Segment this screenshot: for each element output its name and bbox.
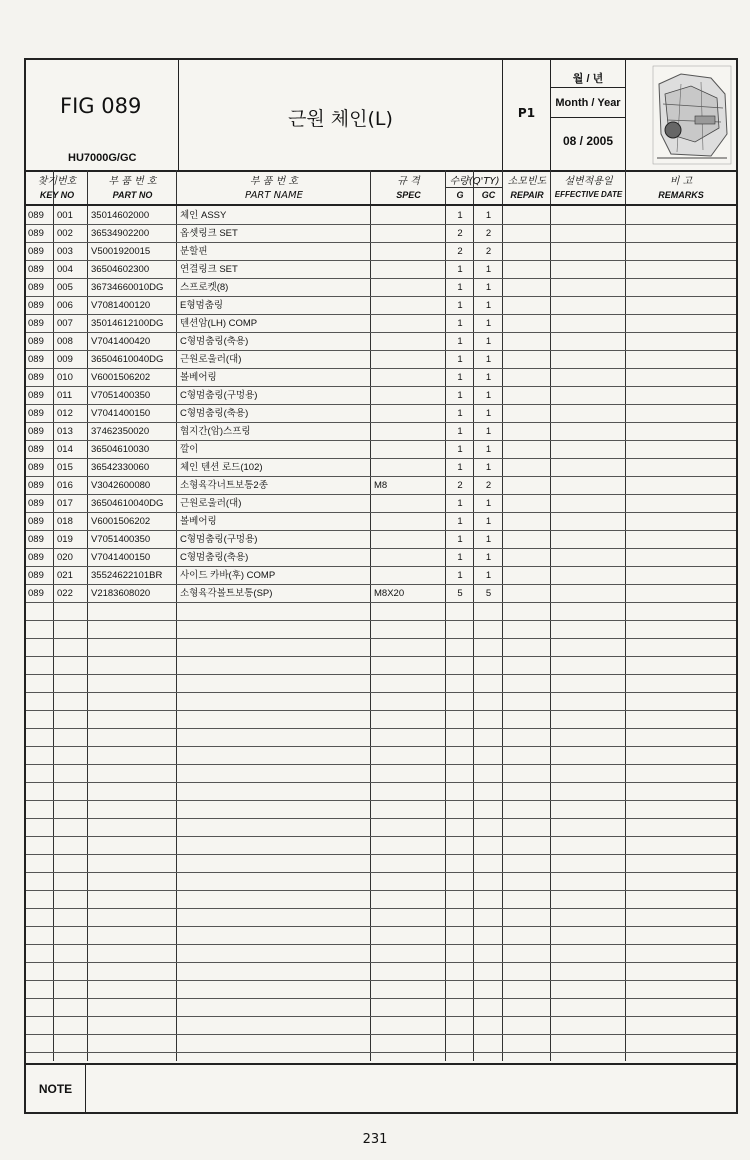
model-name: HU7000G/GC <box>68 152 137 164</box>
table-row <box>26 909 736 927</box>
cell-key: 012 <box>57 408 73 419</box>
key-no-header: KEY NO <box>39 190 75 200</box>
cell-part-no: 36542330060 <box>91 462 150 473</box>
repair-kr-header: 소모빈도 <box>507 176 547 187</box>
page-code: P1 <box>517 106 536 120</box>
cell-gc: 1 <box>485 462 492 473</box>
cell-fig: 089 <box>28 408 44 419</box>
qty-gc-header: GC <box>481 190 496 200</box>
cell-part-no: 36734660010DG <box>91 282 164 293</box>
cell-gc: 1 <box>485 408 492 419</box>
cell-name: 소형육각볼트보통(SP) <box>180 588 273 599</box>
cell-fig: 089 <box>28 300 44 311</box>
cell-key: 011 <box>57 390 73 401</box>
cell-gc: 1 <box>485 444 492 455</box>
fig-box <box>26 60 179 170</box>
cell-spec <box>374 315 444 332</box>
cell-name: C형멈춤링(축용) <box>180 336 249 347</box>
cell-key: 014 <box>57 444 73 455</box>
table-row <box>26 1035 736 1053</box>
cell-key: 021 <box>57 570 73 581</box>
cell-spec <box>374 423 444 440</box>
cell-fig: 089 <box>28 318 44 329</box>
effective-date-header: EFFECTIVE DATE <box>554 190 623 199</box>
spec-kr-header: 규 격 <box>397 176 420 187</box>
cell-name: 텐션암(LH) COMP <box>180 318 258 329</box>
cell-name: 스프로켓(8) <box>180 282 229 293</box>
cell-gc: 2 <box>485 228 492 239</box>
cell-gc: 1 <box>485 498 492 509</box>
cell-key: 022 <box>57 588 73 599</box>
cell-key: 016 <box>57 480 73 491</box>
page-title: 근원 체인(L) <box>288 108 393 130</box>
table-row <box>26 549 736 567</box>
table-row <box>26 459 736 477</box>
part-no-kr-header: 부 품 번 호 <box>108 176 157 187</box>
table-row <box>26 765 736 783</box>
cell-fig: 089 <box>28 498 44 509</box>
cell-fig: 089 <box>28 552 44 563</box>
cell-part-no: 36534902200 <box>91 228 150 239</box>
cell-part-no: V7041400420 <box>91 336 151 347</box>
cell-spec <box>374 531 444 548</box>
cell-fig: 089 <box>28 588 44 599</box>
cell-fig: 089 <box>28 282 44 293</box>
remarks-header: REMARKS <box>658 190 704 200</box>
cell-name: 사이드 카바(후) COMP <box>180 570 276 581</box>
table-row <box>26 315 736 333</box>
qty-kr-header: 수량(Q'TY) <box>449 176 500 187</box>
table-row <box>26 585 736 603</box>
cell-gc: 1 <box>485 570 492 581</box>
cell-spec <box>374 261 444 278</box>
table-row <box>26 675 736 693</box>
cell-spec <box>374 207 444 224</box>
cell-g: 5 <box>457 588 463 599</box>
cell-gc: 1 <box>485 318 492 329</box>
cell-gc: 1 <box>485 210 492 221</box>
cell-g: 1 <box>457 570 463 581</box>
cell-g: 1 <box>457 552 463 563</box>
qty-g-header: G <box>456 190 464 200</box>
note-label: NOTE <box>26 1065 86 1114</box>
cell-g: 1 <box>457 282 463 293</box>
title-box <box>179 60 503 170</box>
cell-spec <box>374 513 444 530</box>
key-no-kr-header: 찾기번호 <box>37 176 77 187</box>
cell-spec <box>374 387 444 404</box>
cell-part-no: V7081400120 <box>91 300 151 311</box>
table-row <box>26 801 736 819</box>
issue-date: 08 / 2005 <box>562 134 614 148</box>
cell-g: 2 <box>457 246 463 257</box>
cell-spec <box>374 243 444 260</box>
cell-gc: 1 <box>485 534 492 545</box>
cell-g: 1 <box>457 426 463 437</box>
cell-fig: 089 <box>28 246 44 257</box>
cell-part-no: 36504610040DG <box>91 498 164 509</box>
cell-g: 1 <box>457 390 463 401</box>
cell-g: 1 <box>457 318 463 329</box>
cell-spec <box>374 279 444 296</box>
cell-spec: M8X20 <box>374 588 405 599</box>
cell-name: 깔이 <box>180 444 199 455</box>
table-row <box>26 855 736 873</box>
cell-part-no: V6001506202 <box>91 372 151 383</box>
cell-part-no: V7041400150 <box>91 408 151 419</box>
cell-key: 020 <box>57 552 73 563</box>
cell-part-no: 36504610030 <box>91 444 150 455</box>
cell-name: 체인 텐션 로드(102) <box>180 462 263 473</box>
table-row <box>26 279 736 297</box>
table-row <box>26 387 736 405</box>
part-name-kr-header: 부 품 번 호 <box>249 176 299 187</box>
cell-gc: 1 <box>485 552 492 563</box>
cell-key: 003 <box>57 246 73 257</box>
table-row <box>26 369 736 387</box>
cell-part-no: V7051400350 <box>91 390 151 401</box>
cell-spec <box>374 567 444 584</box>
cell-gc: 5 <box>485 588 492 599</box>
cell-spec <box>374 369 444 386</box>
cell-fig: 089 <box>28 228 44 239</box>
table-row <box>26 819 736 837</box>
cell-name: 분할핀 <box>180 246 208 257</box>
table-row <box>26 621 736 639</box>
cell-gc: 2 <box>485 480 492 491</box>
table-row <box>26 927 736 945</box>
fig-number: FIG 089 <box>60 94 142 118</box>
cell-part-no: 37462350020 <box>91 426 150 437</box>
cell-fig: 089 <box>28 534 44 545</box>
cell-fig: 089 <box>28 570 44 581</box>
parts-sheet <box>24 58 738 1114</box>
cell-part-no: V3042600080 <box>91 480 151 491</box>
table-row <box>26 495 736 513</box>
table-row <box>26 873 736 891</box>
cell-key: 019 <box>57 534 73 545</box>
cell-name: 볼베어링 <box>180 372 217 383</box>
table-row <box>26 1017 736 1035</box>
cell-spec <box>374 441 444 458</box>
cell-gc: 1 <box>485 264 492 275</box>
cell-g: 2 <box>457 480 463 491</box>
cell-name: C형멈춤링(구멍용) <box>180 534 258 545</box>
cell-key: 013 <box>57 426 73 437</box>
cell-key: 010 <box>57 372 73 383</box>
cell-g: 1 <box>457 210 463 221</box>
table-row <box>26 693 736 711</box>
table-row <box>26 567 736 585</box>
note-area <box>26 1063 736 1114</box>
cell-name: 볼베어링 <box>180 516 217 527</box>
cell-gc: 1 <box>485 390 492 401</box>
table-row <box>26 477 736 495</box>
table-row <box>26 963 736 981</box>
cell-spec <box>374 225 444 242</box>
cell-gc: 1 <box>485 336 492 347</box>
cell-spec <box>374 459 444 476</box>
cell-fig: 089 <box>28 336 44 347</box>
table-row <box>26 333 736 351</box>
cell-spec <box>374 549 444 566</box>
table-row <box>26 423 736 441</box>
cell-g: 1 <box>457 336 463 347</box>
cell-g: 2 <box>457 228 463 239</box>
table-row <box>26 837 736 855</box>
part-no-header: PART NO <box>112 190 153 200</box>
month-year-kr: 월 / 년 <box>572 73 604 85</box>
cell-part-no: 35014602000 <box>91 210 150 221</box>
cell-fig: 089 <box>28 480 44 491</box>
cell-g: 1 <box>457 300 463 311</box>
table-row <box>26 261 736 279</box>
cell-fig: 089 <box>28 390 44 401</box>
date-box <box>551 60 626 170</box>
table-row <box>26 891 736 909</box>
cell-name: 소형육각너트보통2종 <box>180 480 268 491</box>
cell-part-no: V2183608020 <box>91 588 151 599</box>
cell-name: C형멈춤링(축용) <box>180 552 249 563</box>
cell-name: 연결링크 SET <box>180 264 238 275</box>
effective-date-kr-header: 설변적용일 <box>564 176 613 187</box>
cell-g: 1 <box>457 444 463 455</box>
table-row <box>26 981 736 999</box>
month-year-en: Month / Year <box>555 97 621 109</box>
page-number: 231 <box>362 1132 388 1147</box>
cell-g: 1 <box>457 408 463 419</box>
cell-spec <box>374 333 444 350</box>
cell-g: 1 <box>457 516 463 527</box>
table-row <box>26 729 736 747</box>
table-row <box>26 441 736 459</box>
table-row <box>26 711 736 729</box>
page-box <box>503 60 551 170</box>
spec-header: SPEC <box>396 190 421 200</box>
remarks-kr-header: 비 고 <box>669 176 693 187</box>
cell-fig: 089 <box>28 372 44 383</box>
cell-key: 009 <box>57 354 73 365</box>
cell-gc: 1 <box>485 516 492 527</box>
cell-spec <box>374 495 444 512</box>
table-row <box>26 783 736 801</box>
cell-name: 협지간(암)스프링 <box>180 426 251 437</box>
cell-part-no: V5001920015 <box>91 246 151 257</box>
cell-key: 015 <box>57 462 73 473</box>
cell-part-no: 36504610040DG <box>91 354 164 365</box>
cell-key: 008 <box>57 336 73 347</box>
cell-key: 001 <box>57 210 73 221</box>
table-row <box>26 639 736 657</box>
cell-gc: 1 <box>485 372 492 383</box>
cell-spec <box>374 297 444 314</box>
cell-gc: 1 <box>485 300 492 311</box>
machine-illustration <box>651 64 733 166</box>
part-name-header: PART NAME <box>245 190 303 201</box>
cell-fig: 089 <box>28 462 44 473</box>
table-row <box>26 297 736 315</box>
cell-spec <box>374 351 444 368</box>
table-row <box>26 603 736 621</box>
cell-name: 근원로울러(대) <box>180 498 242 509</box>
cell-part-no: V7051400350 <box>91 534 151 545</box>
cell-key: 007 <box>57 318 73 329</box>
cell-part-no: 36504602300 <box>91 264 150 275</box>
table-row <box>26 531 736 549</box>
table-row <box>26 405 736 423</box>
cell-fig: 089 <box>28 210 44 221</box>
cell-name: 근원로울러(대) <box>180 354 242 365</box>
cell-g: 1 <box>457 498 463 509</box>
cell-fig: 089 <box>28 426 44 437</box>
table-row <box>26 747 736 765</box>
cell-name: 옵셋링크 SET <box>180 228 238 239</box>
cell-part-no: V6001506202 <box>91 516 151 527</box>
cell-key: 004 <box>57 264 73 275</box>
cell-name: E형멈춤링 <box>180 300 224 311</box>
cell-gc: 1 <box>485 426 492 437</box>
table-row <box>26 225 736 243</box>
repair-header: REPAIR <box>510 190 544 200</box>
table-row <box>26 351 736 369</box>
cell-part-no: 35014612100DG <box>91 318 164 329</box>
cell-g: 1 <box>457 534 463 545</box>
cell-spec <box>374 405 444 422</box>
cell-key: 018 <box>57 516 73 527</box>
cell-gc: 1 <box>485 282 492 293</box>
cell-g: 1 <box>457 264 463 275</box>
cell-fig: 089 <box>28 516 44 527</box>
cell-part-no: V7041400150 <box>91 552 151 563</box>
cell-fig: 089 <box>28 444 44 455</box>
cell-name: C형멈춤링(구멍용) <box>180 390 258 401</box>
cell-g: 1 <box>457 462 463 473</box>
table-row <box>26 657 736 675</box>
table-row <box>26 207 736 225</box>
cell-gc: 2 <box>485 246 492 257</box>
table-row <box>26 243 736 261</box>
table-row <box>26 945 736 963</box>
sheet-header <box>26 60 736 172</box>
cell-gc: 1 <box>485 354 492 365</box>
cell-key: 017 <box>57 498 73 509</box>
table-row <box>26 999 736 1017</box>
table-row <box>26 513 736 531</box>
cell-spec: M8 <box>374 480 388 491</box>
cell-fig: 089 <box>28 264 44 275</box>
cell-part-no: 35524622101BR <box>91 570 163 581</box>
cell-key: 006 <box>57 300 73 311</box>
cell-name: C형멈춤링(축용) <box>180 408 249 419</box>
cell-key: 005 <box>57 282 73 293</box>
cell-key: 002 <box>57 228 73 239</box>
cell-name: 체인 ASSY <box>180 210 227 221</box>
cell-g: 1 <box>457 372 463 383</box>
cell-fig: 089 <box>28 354 44 365</box>
cell-g: 1 <box>457 354 463 365</box>
